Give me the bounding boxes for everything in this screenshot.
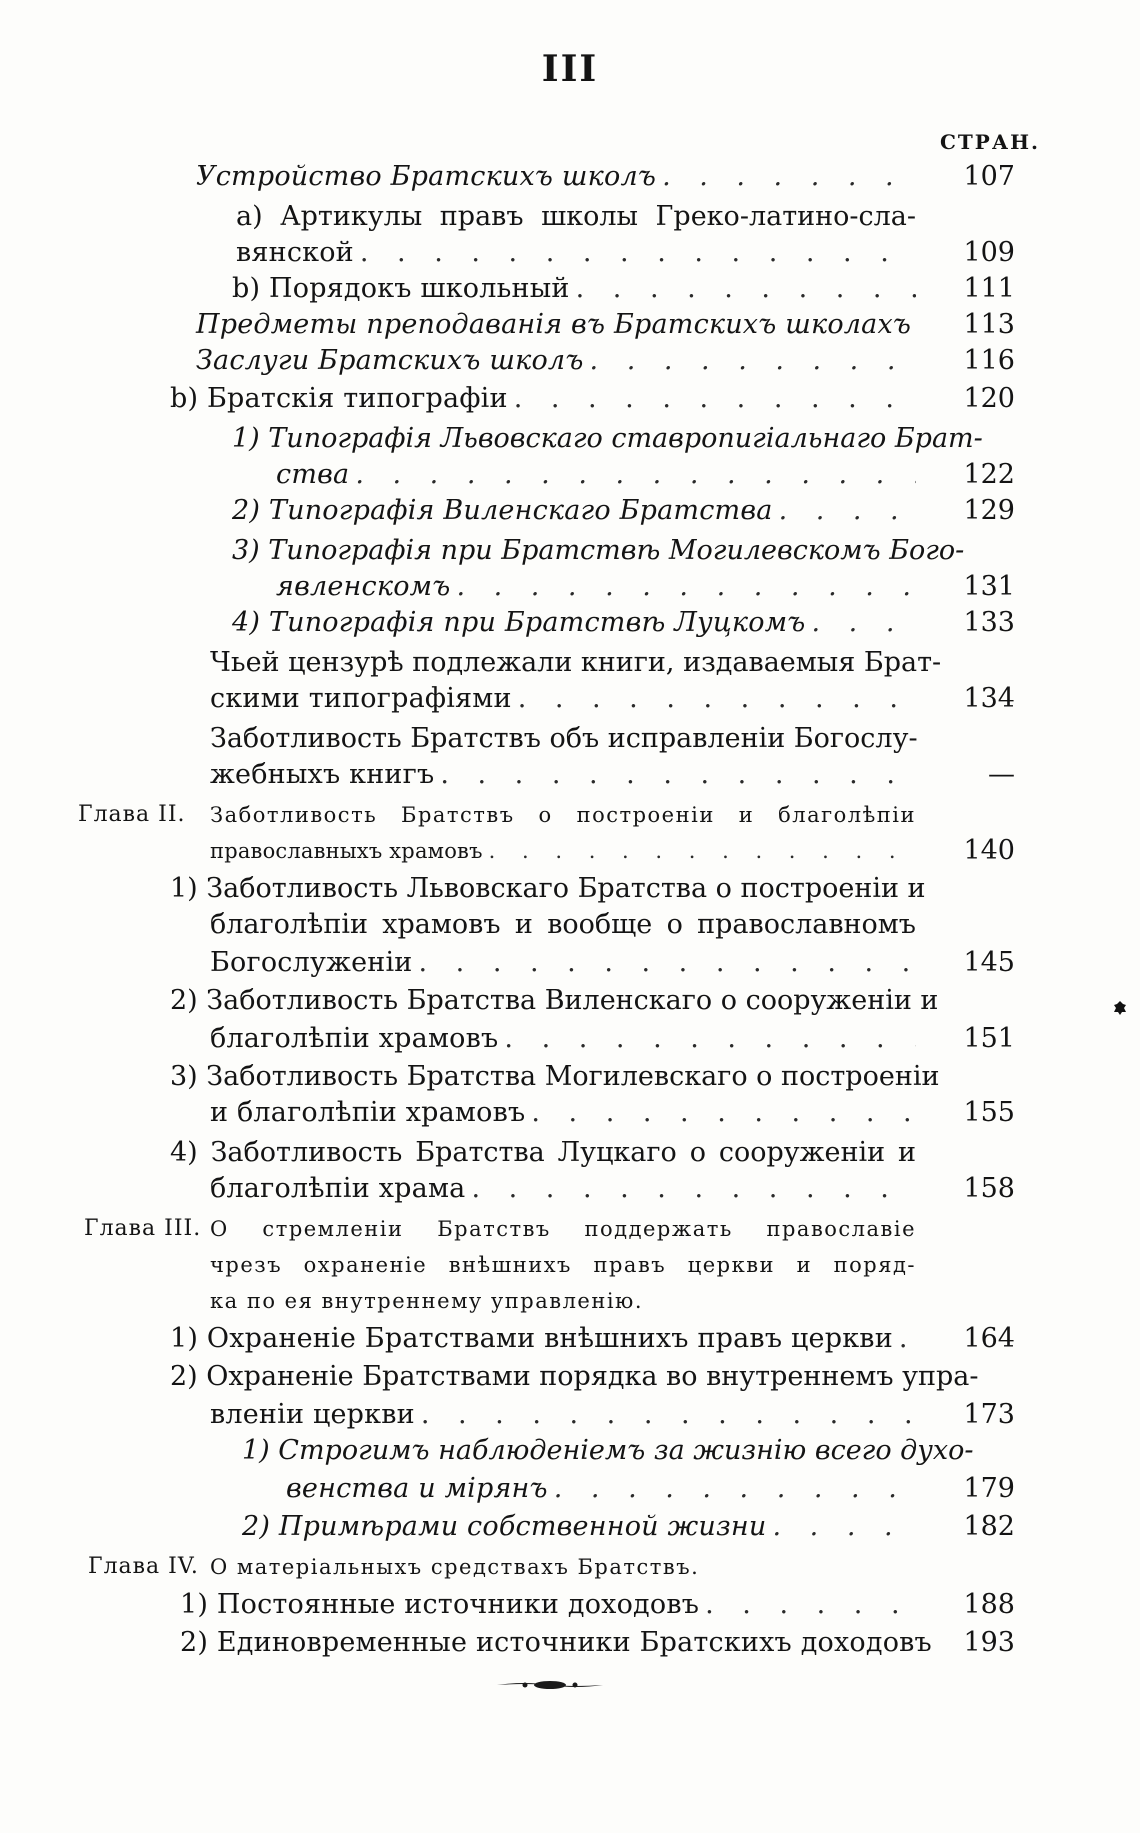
toc-page-number: 111 <box>963 273 1015 304</box>
toc-page-number: 129 <box>963 495 1015 526</box>
toc-entry-line: 1) Охраненiе Братствами внѣшнихъ правъ церкви . . . <box>170 1320 916 1358</box>
toc-entry-line: благолѣпiи храмовъ и вообще о православномъ <box>210 909 916 940</box>
toc-page-number: 120 <box>963 383 1015 414</box>
toc-page-number: 188 <box>963 1589 1015 1620</box>
toc-page-number: 179 <box>963 1473 1015 1504</box>
toc-entry-line: ства . . . <box>276 456 916 494</box>
toc-entry-line: 2) Охраненiе Братствами порядка во внутреннемъ упра- <box>170 1361 979 1392</box>
toc-page-number: 133 <box>963 607 1015 638</box>
toc-page-number: 140 <box>963 835 1015 866</box>
toc-entry-line: Богослуженiи . . . <box>210 944 916 982</box>
toc-entry-line: Предметы преподаванiя въ Братскихъ школахъ <box>196 309 912 340</box>
toc-entry-line: благолѣпiи храмовъ . . . <box>210 1020 916 1058</box>
chapter-label: Глава IV. <box>88 1554 199 1579</box>
toc-entry-line: 1) Постоянные источники доходовъ . . . <box>180 1586 916 1624</box>
ink-blot <box>1113 1000 1127 1016</box>
toc-entry-line: 2) Заботливость Братства Виленскаго о сооруженiи и <box>170 985 939 1016</box>
toc-entry-line: b) Братскiя типографiи . . . <box>170 380 916 418</box>
toc-entry-line: Чьей цензурѣ подлежали книги, издаваемыя Брат- <box>210 647 942 678</box>
toc-entry-line: b) Порядокъ школьный . . . <box>232 270 916 308</box>
toc-entry-line: венства и мiрянъ . . . <box>286 1470 916 1508</box>
toc-entry-line: Устройство Братскихъ школъ . . . <box>196 158 916 196</box>
toc-entry-line: 4) Заботливость Братства Луцкаго о сооруженiи и <box>170 1137 916 1168</box>
toc-entry-line: Заслуги Братскихъ школъ . . . <box>196 342 916 380</box>
toc-entry-line: 1) Заботливость Львовскаго Братства о построенiи и <box>170 873 926 904</box>
toc-entry-line: скими типографiями . . . <box>210 680 916 718</box>
toc-page-number: 145 <box>963 947 1015 978</box>
toc-page-number: 134 <box>963 683 1015 714</box>
page-column-label: СТРАН. <box>940 130 1040 154</box>
toc-page-number: 155 <box>963 1097 1015 1128</box>
toc-entry-line: 2) Типографiя Виленскаго Братства . . . <box>232 492 916 530</box>
toc-entry-line: и благолѣпiи храмовъ . . . <box>210 1094 916 1132</box>
toc-page-number: 158 <box>963 1173 1015 1204</box>
toc-page-number: 116 <box>963 345 1015 376</box>
chapter-label: Глава II. <box>78 802 186 827</box>
toc-entry-line: чрезъ охраненiе внѣшнихъ правъ церкви и поряд- <box>210 1253 916 1277</box>
toc-page-number: 173 <box>963 1399 1015 1430</box>
toc-entry-line: 3) Заботливость Братства Могилевскаго о построенiи <box>170 1061 940 1092</box>
toc-entry-line: 3) Типографiя при Братствѣ Могилевскомъ Бого- <box>232 535 965 566</box>
chapter-label: Глава III. <box>84 1216 202 1241</box>
toc-entry-line: О стремленiи Братствъ поддержать православiе <box>210 1217 916 1241</box>
toc-entry-line: Заботливость Братствъ о построенiи и благолѣпiи <box>210 803 916 827</box>
toc-page-number: 193 <box>963 1627 1015 1658</box>
page-number: III <box>541 48 599 90</box>
toc-page-number: 182 <box>963 1511 1015 1542</box>
toc-page-number: 131 <box>963 571 1015 602</box>
toc-page-number: 122 <box>963 459 1015 490</box>
end-ornament <box>495 1678 605 1692</box>
toc-page-number: 109 <box>963 237 1015 268</box>
toc-entry-line: 2) Примѣрами собственной жизни . . . <box>242 1508 916 1546</box>
toc-page-number: 151 <box>963 1023 1015 1054</box>
toc-entry-line: 2) Единовременные источники Братскихъ доходовъ <box>180 1627 932 1658</box>
toc-entry-line: православныхъ храмовъ . . . <box>210 832 916 870</box>
toc-entry-line: 1) Строгимъ наблюденiемъ за жизнiю всего духо- <box>242 1435 974 1466</box>
toc-page-number: 164 <box>963 1323 1015 1354</box>
toc-page-number: — <box>988 759 1015 790</box>
toc-entry-line: 1) Типографiя Львовскаго ставропигiальнаго Брат- <box>232 423 983 454</box>
toc-entry-line: а) Артикулы правъ школы Греко-латино-сла- <box>236 201 916 232</box>
toc-entry-line: вленiи церкви . . . <box>210 1396 916 1434</box>
toc-entry-line: О матерiальныхъ средствахъ Братствъ. <box>210 1555 700 1579</box>
toc-entry-line: Заботливость Братствъ объ исправленiи Богослу- <box>210 723 918 754</box>
toc-entry-line: ка по ея внутреннему управленiю. <box>210 1289 644 1313</box>
toc-entry-line: жебныхъ книгъ . . . <box>210 756 916 794</box>
toc-page-number: 113 <box>963 309 1015 340</box>
toc-entry-line: 4) Типографiя при Братствѣ Луцкомъ . . . <box>232 604 916 642</box>
toc-entry-line: вянской . . . <box>236 234 916 272</box>
toc-page-number: 107 <box>963 161 1015 192</box>
toc-entry-line: благолѣпiи храма . . . <box>210 1170 916 1208</box>
toc-entry-line: явленскомъ . . . <box>276 568 916 606</box>
